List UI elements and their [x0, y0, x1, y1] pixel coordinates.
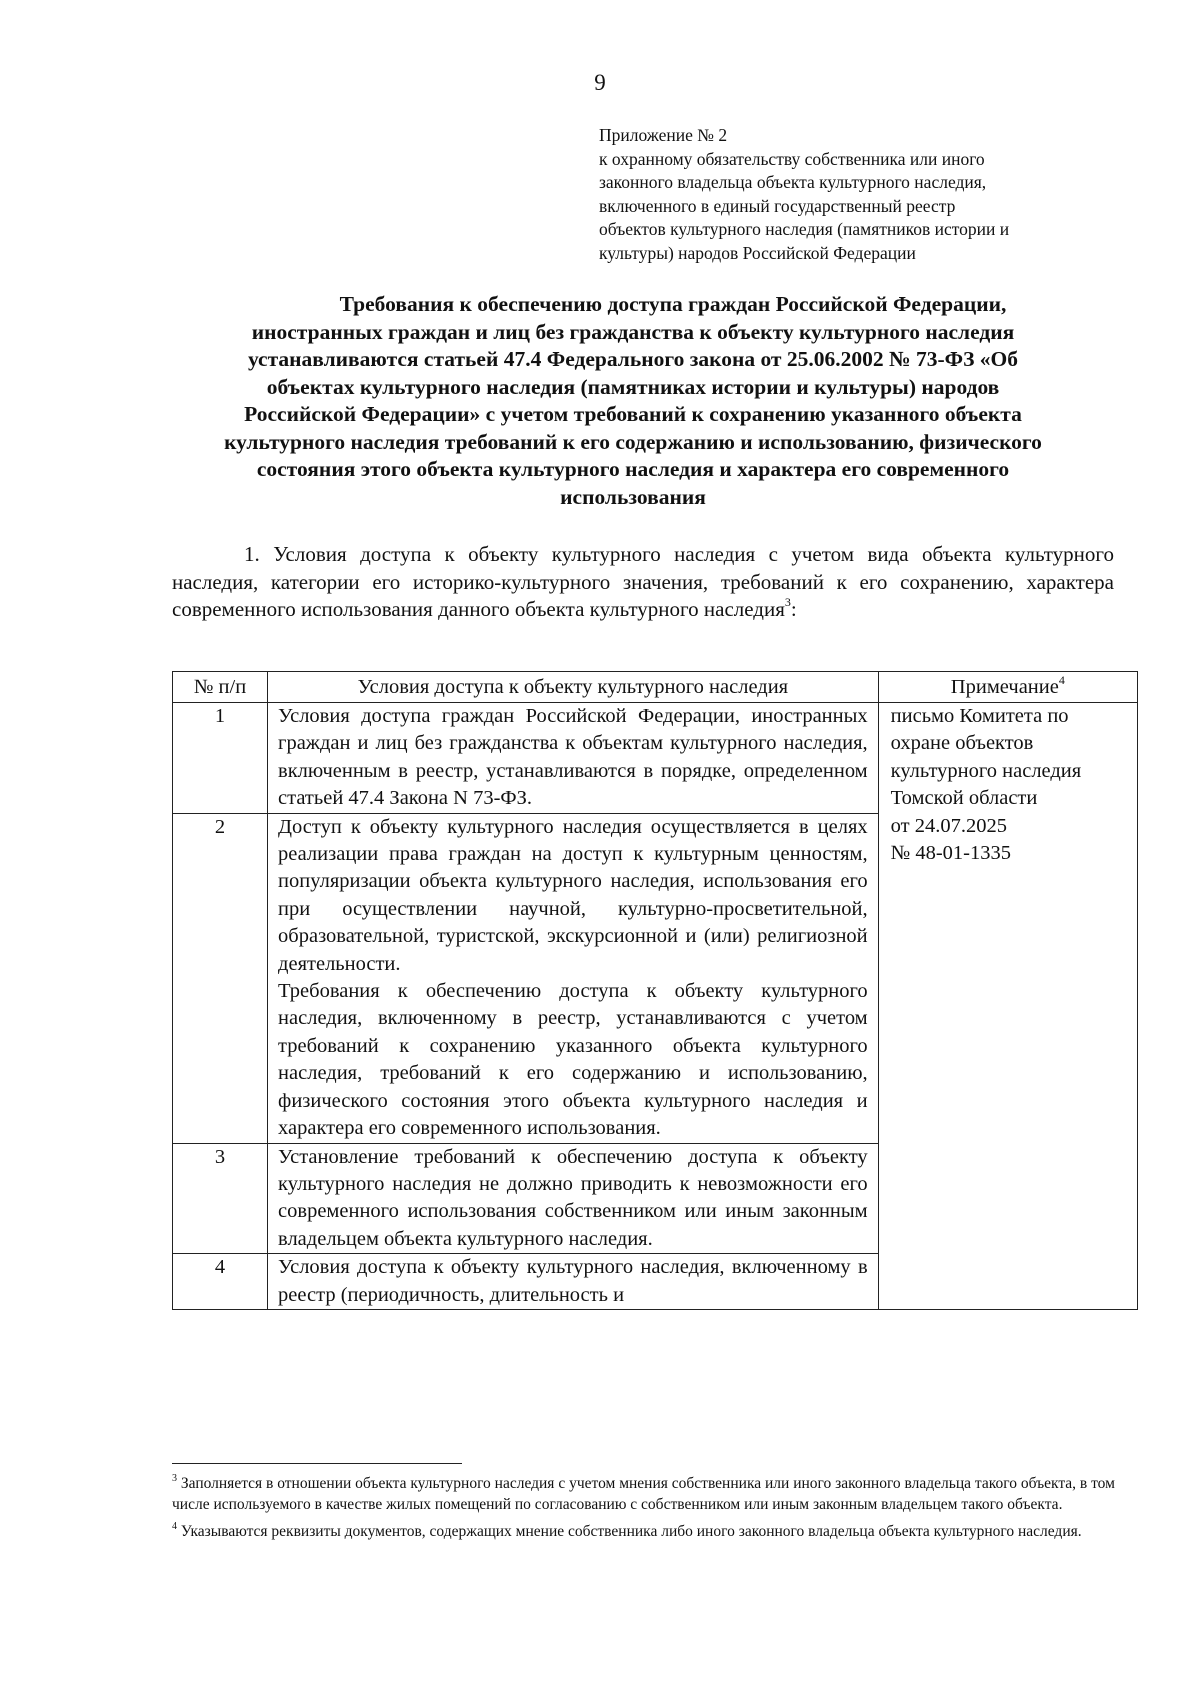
- note-line: письмо Комитета по: [890, 705, 1069, 727]
- appendix-line: объектов культурного наследия (памятников истории и: [599, 219, 1010, 239]
- footnote-mark: 4: [172, 1520, 177, 1532]
- note-cell: [878, 703, 1137, 1310]
- row-paragraph: Условия доступа граждан Российской Федерации, иностранных граждан и лиц без гражданства к объектам культурного наследия, включенным в реестр, устанавливаются в порядке, определенном статьей 47.4 Закона N 73-ФЗ.: [278, 705, 868, 810]
- appendix-line: законного владельца объекта культурного наследия,: [599, 172, 987, 192]
- footnotes: [172, 1474, 1122, 1548]
- footnote-ref-4[interactable]: 4: [1058, 673, 1065, 687]
- row-paragraph: Условия доступа к объекту культурного наследия, включенному в реестр (периодичность, длительность и: [278, 1256, 868, 1306]
- page-number: 9: [594, 70, 606, 95]
- row-number: 4: [173, 1254, 268, 1310]
- appendix-block: [599, 124, 1119, 265]
- row-number: 3: [173, 1143, 268, 1254]
- row-conditions: [268, 813, 879, 1143]
- access-conditions-table: [172, 671, 1138, 1310]
- header-note-label: Примечание: [950, 676, 1059, 698]
- note-line: № 48-01-1335: [890, 842, 1011, 865]
- header-num: № п/п: [173, 672, 268, 703]
- footnote-ref-3[interactable]: 3: [784, 595, 791, 609]
- heading-line: культурного наследия требований к его содержанию и использованию, физического: [224, 429, 1042, 454]
- footnote-3: [172, 1474, 1122, 1516]
- header-conditions: Условия доступа к объекту культурного наследия: [268, 672, 879, 703]
- appendix-line: Приложение № 2: [599, 125, 728, 145]
- heading-line: использования: [560, 484, 706, 509]
- note-line: Томской области: [890, 787, 1038, 810]
- document-heading: [168, 291, 1098, 511]
- row-conditions: [268, 703, 879, 814]
- row-number: 2: [173, 813, 268, 1143]
- heading-line: Российской Федерации» с учетом требований к сохранению указанного объекта: [244, 402, 1022, 426]
- intro-paragraph: [172, 541, 1114, 624]
- footnote-mark: 3: [172, 1473, 177, 1484]
- heading-line: состояния этого объекта культурного наследия и характера его современного: [256, 457, 1010, 481]
- appendix-line: культуры) народов Российской Федерации: [599, 242, 916, 263]
- footnote-divider: [172, 1463, 462, 1464]
- appendix-line: включенного в единый государственный реестр: [599, 195, 956, 216]
- table-header-row: [173, 672, 1138, 703]
- footnote-text: Указываются реквизиты документов, содержащих мнение собственника либо иного законного владельца объекта культурного наследия.: [177, 1522, 1082, 1540]
- heading-line: объектах культурного наследия (памятниках истории и культуры) народов: [266, 374, 1000, 399]
- note-line: от 24.07.2025: [890, 814, 1007, 837]
- header-note: [878, 672, 1137, 703]
- row-paragraph: Установление требований к обеспечению доступа к объекту культурного наследия не должно приводить к невозможности его современного использования собственником или иным законным владельцем объекта культурного наследия.: [278, 1145, 868, 1250]
- heading-line: Требования к обеспечению доступа граждан Российской Федерации,: [339, 292, 1007, 316]
- row-paragraph: Доступ к объекту культурного наследия осуществляется в целях реализации права граждан на доступ к культурным ценностям, популяризации объекта культурного наследия, использования его при осуществлении научной, культурно-просветительной, образовательной, туристской, экскурсионной и (или) религиозной деятельности.: [278, 815, 868, 975]
- table-row: [173, 703, 1138, 814]
- appendix-line: к охранному обязательству собственника или иного: [599, 148, 985, 169]
- footnote-text: Заполняется в отношении объекта культурного наследия с учетом мнения собственника или иного законного владельца такого объекта, в том числе используемого в качестве жилых помещений по согласованию с собственником или иным законным владельцем такого объекта.: [172, 1475, 1115, 1513]
- note-line: охране объектов: [890, 732, 1034, 755]
- note-line: культурного наследия: [890, 759, 1082, 782]
- row-conditions: [268, 1254, 879, 1310]
- row-paragraph: Требования к обеспечению доступа к объекту культурного наследия, включенному в реестр, устанавливаются с учетом требований к сохранению указанного объекта культурного наследия, требований к его содержанию и использованию, физического состояния этого объекта культурного наследия и характера его современного использования.: [278, 980, 868, 1140]
- heading-line: устанавливаются статьей 47.4 Федерального закона от 25.06.2002 № 73-ФЗ «Об: [247, 347, 1019, 371]
- row-conditions: [268, 1143, 879, 1254]
- heading-line: иностранных граждан и лиц без гражданства к объекту культурного наследия: [251, 319, 1015, 344]
- intro-text: 1. Условия доступа к объекту культурного наследия с учетом вида объекта культурного наследия, категории его историко-культурного значения, требований к его сохранению, характера современного использования данного объекта культурного наследия: [172, 542, 1114, 621]
- intro-suffix: :: [790, 597, 797, 621]
- footnote-4: [172, 1522, 1122, 1543]
- row-number: 1: [173, 703, 268, 814]
